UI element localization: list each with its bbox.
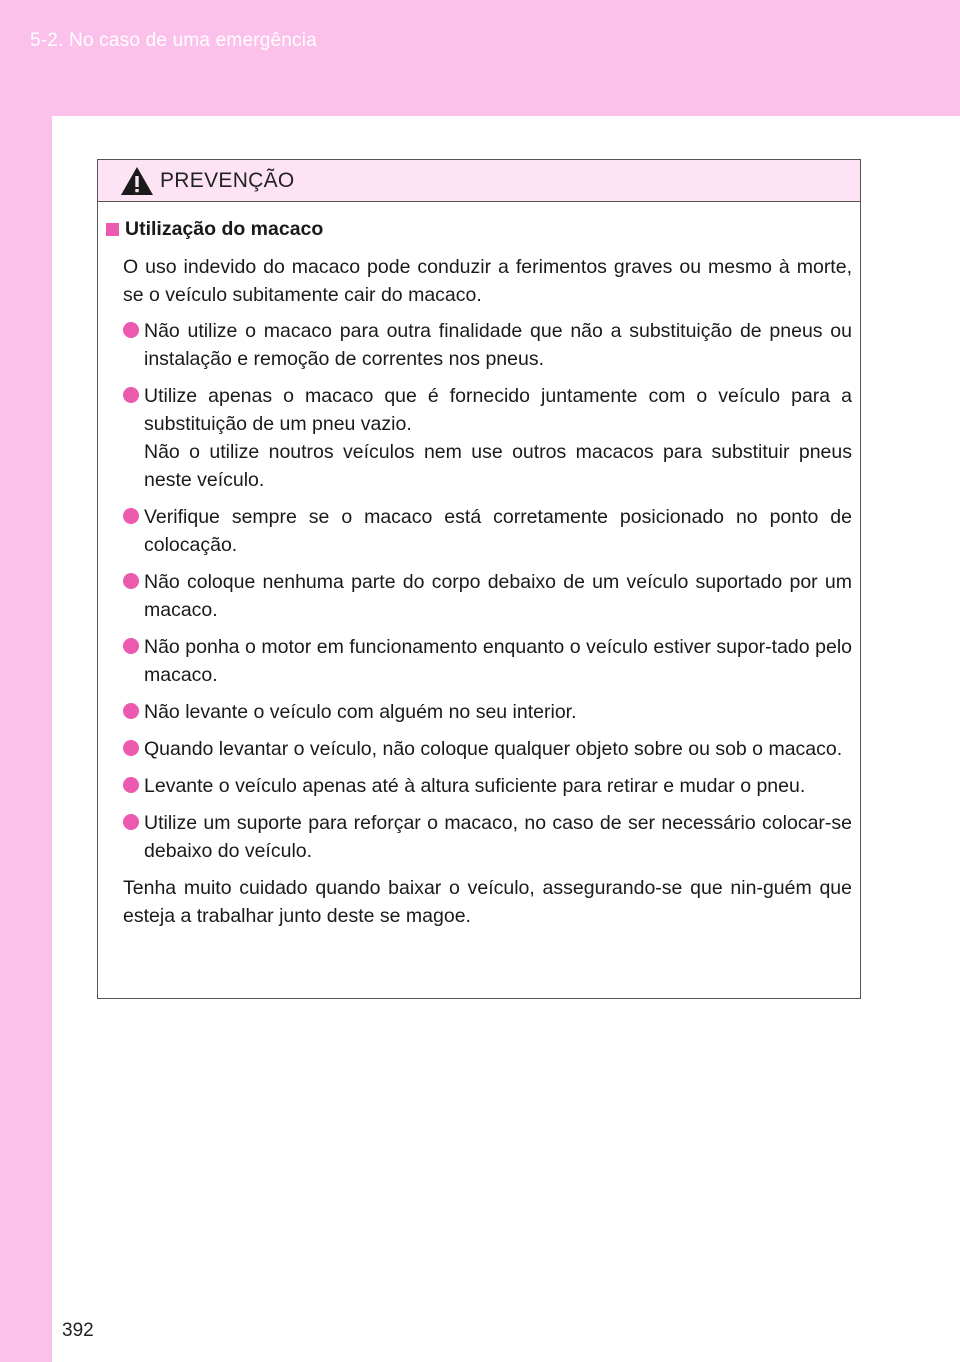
bullet-dot-icon (123, 322, 139, 338)
warning-icon (120, 166, 154, 196)
caution-box (97, 159, 861, 999)
bullet-dot-icon (123, 740, 139, 756)
caution-header (98, 160, 860, 202)
list-item (144, 698, 852, 726)
bullet-dot-icon (123, 703, 139, 719)
closing-paragraph: Tenha muito cuidado quando baixar o veículo, assegurando-se que nin-guém que esteja a trabalhar junto deste se magoe. (123, 877, 852, 927)
bullet-dot-icon (123, 638, 139, 654)
list-item (144, 735, 852, 763)
list-item-text: Levante o veículo apenas até à altura suficiente para retirar e mudar o pneu. (144, 775, 806, 797)
list-item (144, 317, 852, 373)
header-band (0, 0, 960, 116)
list-item (144, 772, 852, 800)
intro-paragraph: O uso indevido do macaco pode conduzir a ferimentos graves ou mesmo à morte, se o veículo subitamente cair do macaco. (123, 256, 852, 306)
list-item-text: Não utilize o macaco para outra finalidade que não a substituição de pneus ou instalação e remoção de correntes nos pneus. (144, 320, 852, 370)
list-item-text: Utilize um suporte para reforçar o macaco, no caso de ser necessário colocar-se debaixo do veículo. (144, 812, 852, 862)
bullet-dot-icon (123, 814, 139, 830)
list-item-text: Utilize apenas o macaco que é fornecido juntamente com o veículo para a substituição de um pneu vazio. (144, 385, 852, 435)
caution-body (98, 202, 860, 930)
list-item (144, 633, 852, 689)
square-bullet-icon (106, 223, 119, 236)
sub-heading-text: Utilização do macaco (125, 218, 324, 240)
list-item-text: Quando levantar o veículo, não coloque qualquer objeto sobre ou sob o macaco. (144, 738, 843, 760)
bullet-dot-icon (123, 387, 139, 403)
list-item-text: Não coloque nenhuma parte do corpo debaixo de um veículo suportado por um macaco. (144, 571, 852, 621)
page-number: 392 (62, 1320, 94, 1341)
list-item (144, 503, 852, 559)
bullet-dot-icon (123, 573, 139, 589)
list-item-text: Não ponha o motor em funcionamento enquanto o veículo estiver supor-tado pelo macaco. (144, 636, 852, 686)
list-item (144, 568, 852, 624)
side-band (0, 116, 52, 1362)
list-item (144, 809, 852, 865)
bullet-dot-icon (123, 508, 139, 524)
section-title: 5-2. No caso de uma emergência (30, 30, 317, 51)
list-item (144, 382, 852, 494)
list-item-text: Verifique sempre se o macaco está corretamente posicionado no ponto de colocação. (144, 506, 852, 556)
list-item-text: Não o utilize noutros veículos nem use outros macacos para substituir pneus neste veículo. (144, 441, 852, 491)
bullet-dot-icon (123, 777, 139, 793)
caution-title: PREVENÇÃO (160, 168, 295, 192)
list-item-text: Não levante o veículo com alguém no seu interior. (144, 701, 577, 723)
sub-heading (106, 218, 852, 241)
